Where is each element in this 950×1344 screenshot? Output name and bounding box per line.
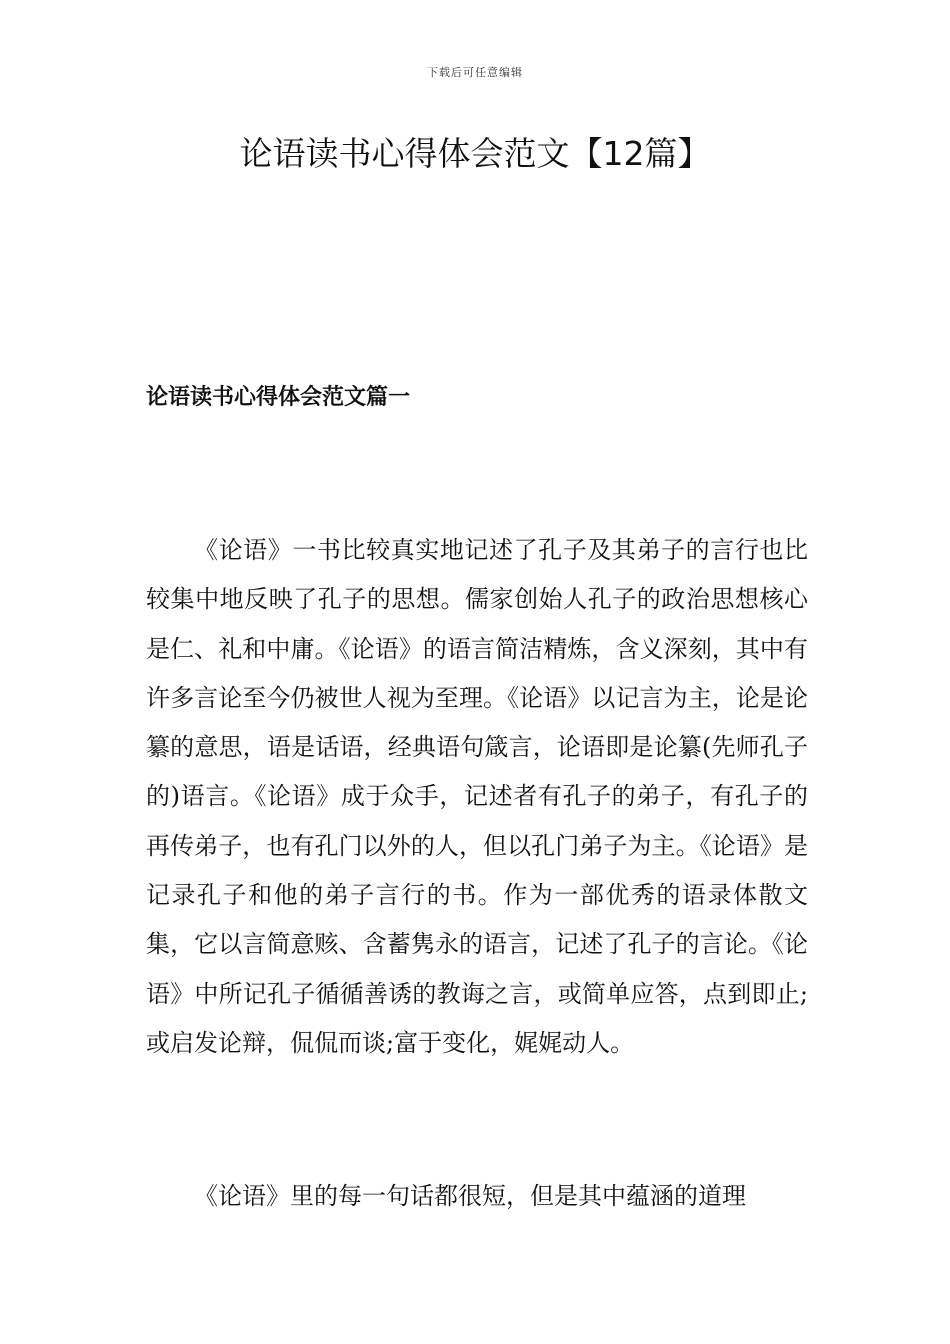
header-note: 下载后可任意编辑 — [427, 66, 523, 79]
document-title: 论语读书心得体会范文【12篇】 — [239, 134, 711, 173]
body-paragraph: 《论语》一书比较真实地记述了孔子及其弟子的言行也比较集中地反映了孔子的思想。儒家创始人孔子的政治思想核心是仁、礼和中庸。《论语》的语言简洁精炼，含义深刻，其中有许多言论至今仍被世人视为至理。《论语》以记言为主，论是论纂的意思，语是话语，经典语句箴言，论语即是论纂(先师孔子的)语言。《论语》成于众手，记述者有孔子的弟子，有孔子的再传弟子，也有孔门以外的人，但以孔门弟子为主。《论语》是记录孔子和他的弟子言行的书。作为一部优秀的语录体散文集，它以言简意赅、含蓄隽永的语言，记述了孔子的言论。《论语》中所记孔子循循善诱的教诲之言，或简单应答，点到即止;或启发论辩，侃侃而谈;富于变化，娓娓动人。 — [146, 536, 808, 1057]
section-heading: 论语读书心得体会范文篇一 — [146, 384, 411, 410]
body-paragraph: 《论语》里的每一句话都很短，但是其中蕴涵的道理 — [194, 1182, 746, 1210]
